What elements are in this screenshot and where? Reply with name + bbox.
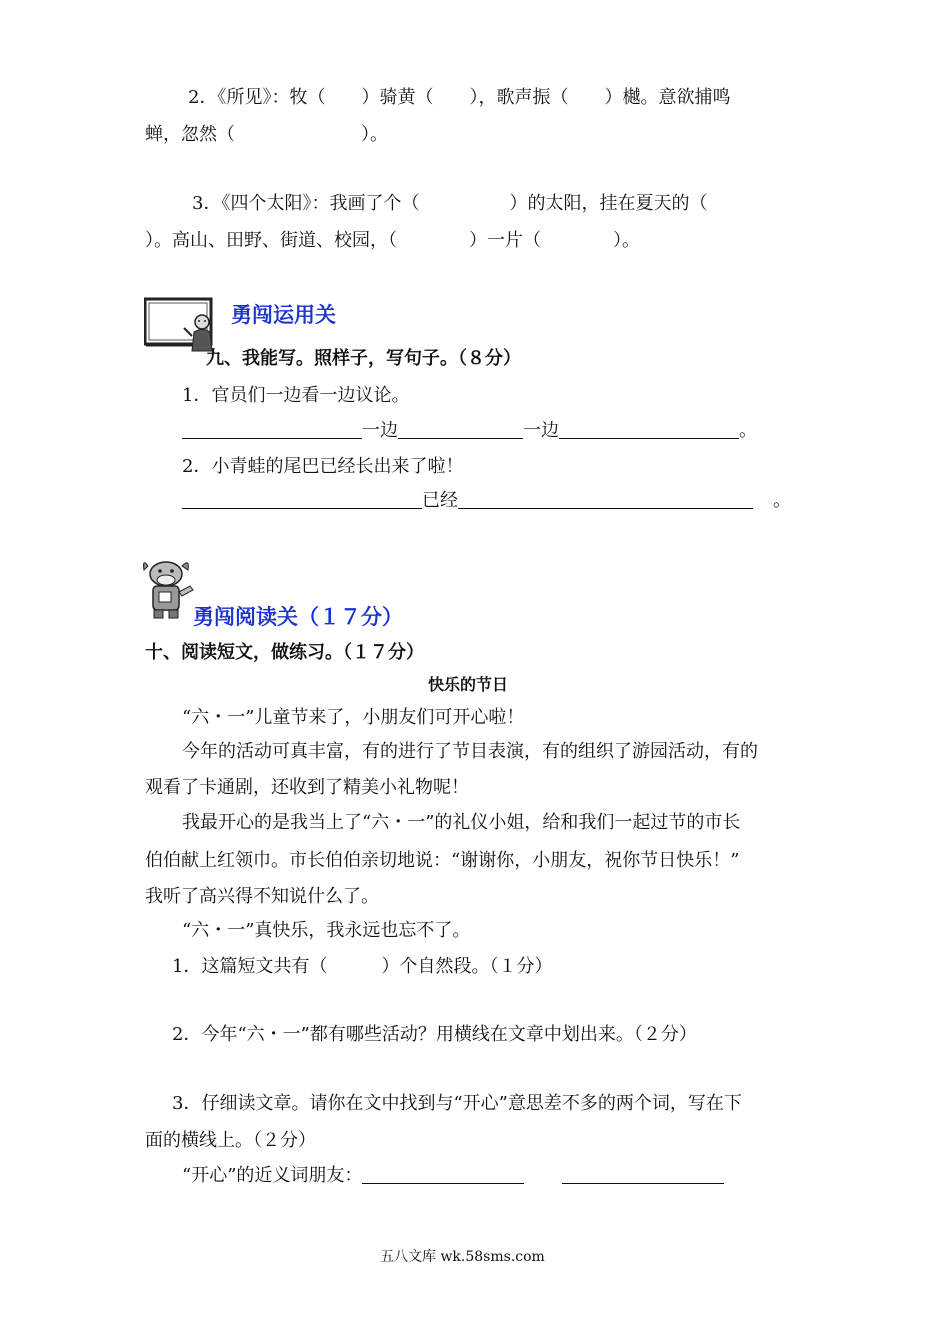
section-title-apply: 勇闯运用关 [231, 303, 336, 327]
answer-blank[interactable] [398, 420, 523, 439]
reading-question-3-line-1: 3．仔细读文章。请你在文中找到与“开心”意思差不多的两个词，写在下 [172, 1093, 742, 1114]
reading-question-1: 1．这篇短文共有（ ）个自然段。（１分） [172, 956, 553, 977]
q9-heading: 九、我能写。照样子，写句子。（８分） [206, 348, 521, 369]
passage-paragraph: 我听了高兴得不知说什么了。 [145, 886, 379, 907]
poem-2-line-2: 蝉，忽然（ ）。 [145, 124, 388, 145]
passage-paragraph: 观看了卡通剧，还收到了精美小礼物呢！ [145, 777, 469, 798]
answer-blank[interactable] [362, 1165, 524, 1184]
passage-paragraph: 我最开心的是我当上了“六・一”的礼仪小姐，给和我们一起过节的市长 [182, 812, 741, 833]
reading-question-3-line-2: 面的横线上。（２分） [145, 1130, 316, 1151]
section-title-reading: 勇闯阅读关（１７分） [193, 605, 403, 629]
answer-blank[interactable] [182, 490, 422, 509]
reading-question-3-answer: “开心”的近义词朋友： [182, 1164, 724, 1188]
q9-item-2-fill: 已经 。 [182, 489, 791, 513]
poem-3-line-2: ）。高山、田野、街道、校园，（ ）一片（ ）。 [145, 230, 640, 251]
cow-mascot-icon [140, 556, 198, 627]
footer-watermark: 五八文库 wk.58sms.com [380, 1249, 545, 1265]
answer-blank[interactable] [182, 420, 362, 439]
passage-paragraph: “六・一”真快乐，我永远也忘不了。 [182, 920, 471, 941]
passage-title: 快乐的节日 [428, 675, 509, 694]
q10-heading: 十、阅读短文，做练习。（１７分） [145, 642, 424, 663]
poem-3-line-1: 3．《四个太阳》：我画了个（ ）的太阳，挂在夏天的（ [192, 193, 708, 214]
q9-item-1: 1．官员们一边看一边议论。 [182, 385, 410, 406]
reading-question-2: 2．今年“六・一”都有哪些活动？用横线在文章中划出来。（２分） [172, 1024, 697, 1045]
answer-blank[interactable] [559, 420, 739, 439]
passage-paragraph: “六・一”儿童节来了，小朋友们可开心啦！ [182, 707, 525, 728]
passage-paragraph: 伯伯献上红领巾。市长伯伯亲切地说：“谢谢你，小朋友，祝你节日快乐！” [145, 850, 740, 871]
answer-blank[interactable] [458, 490, 753, 509]
passage-paragraph: 今年的活动可真丰富，有的进行了节目表演，有的组织了游园活动，有的 [182, 741, 758, 762]
q9-item-2: 2．小青蛙的尾巴已经长出来了啦！ [182, 456, 464, 477]
answer-blank[interactable] [562, 1165, 724, 1184]
q9-item-1-fill: 一边 一边 。 [182, 419, 757, 443]
poem-2-line-1: 2．《所见》：牧（ ）骑黄（ ），歌声振（ ）樾。意欲捕鸣 [188, 87, 731, 108]
